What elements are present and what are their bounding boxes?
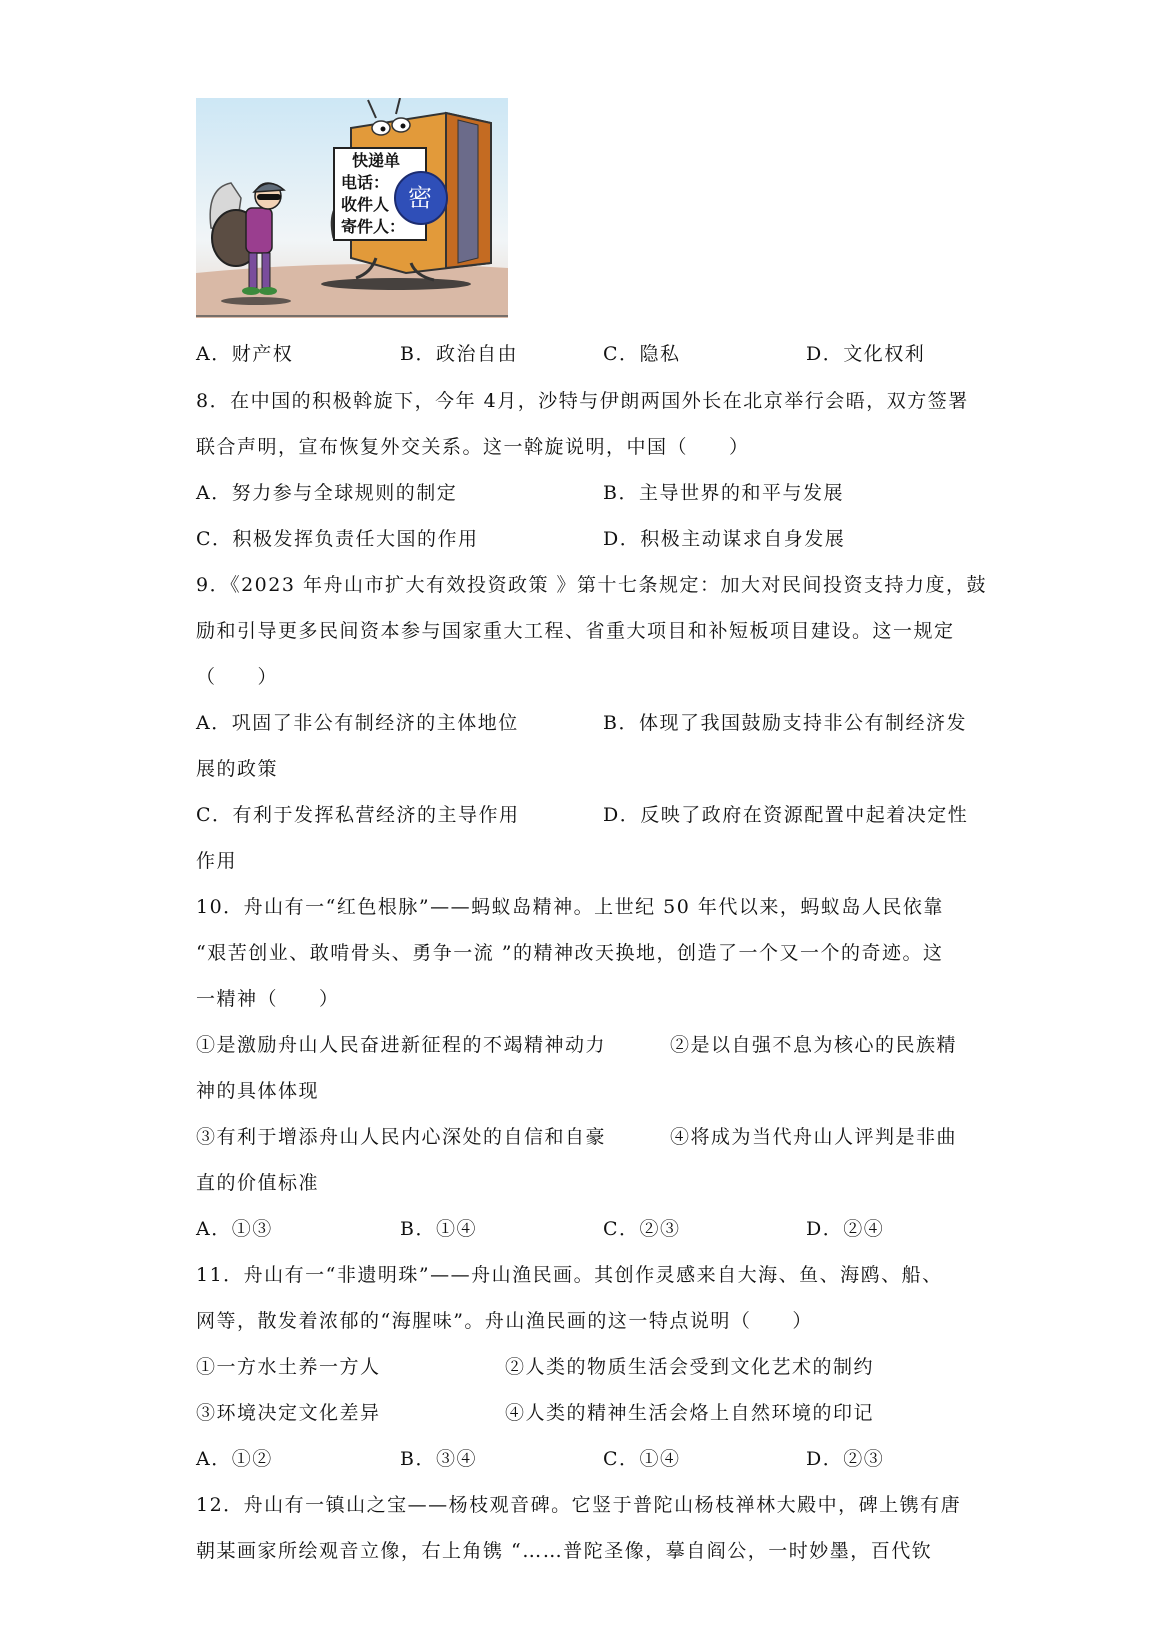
privacy-cartoon-image xyxy=(196,98,508,318)
q9-option-b: B．体现了我国鼓励支持非公有制经济发 xyxy=(603,712,967,734)
q8-stem-line-2: 联合声明，宣布恢复外交关系。这一斡旋说明，中国（ ） xyxy=(196,436,750,458)
q10-option-d: D．②④ xyxy=(806,1218,885,1240)
q9-option-a: A．巩固了非公有制经济的主体地位 xyxy=(196,712,519,734)
q9-stem-line-2: 励和引导更多民间资本参与国家重大工程、省重大项目和补短板项目建设。这一规定 xyxy=(196,620,955,642)
q8-option-c: C．积极发挥负责任大国的作用 xyxy=(196,528,479,550)
q11-option-b: B．③④ xyxy=(400,1448,477,1470)
q10-item-3: ③有利于增添舟山人民内心深处的自信和自豪 xyxy=(196,1126,607,1148)
q10-item-2: ②是以自强不息为核心的民族精 xyxy=(670,1034,958,1056)
q10-stem-line-2: “艰苦创业、敢啃骨头、勇争一流 ”的精神改天换地，创造了一个又一个的奇迹。这 xyxy=(196,942,944,964)
q11-stem-line-2: 网等，散发着浓郁的“海腥味”。舟山渔民画的这一特点说明（ ） xyxy=(196,1310,813,1332)
q10-option-a: A．①③ xyxy=(196,1218,273,1240)
q9-stem-line-3: （ ） xyxy=(196,666,279,688)
q8-option-a: A．努力参与全球规则的制定 xyxy=(196,482,458,504)
slip-sender-line: 寄件人： xyxy=(341,217,406,236)
q10-item-4-cont: 直的价值标准 xyxy=(196,1172,320,1194)
q8-stem-line-1: 8．在中国的积极斡旋下，今年 4月，沙特与伊朗两国外长在北京举行会晤，双方签署 xyxy=(196,390,969,412)
q12-stem-line-1: 12．舟山有一镇山之宝——杨枝观音碑。它竖于普陀山杨枝禅林大殿中，碑上镌有唐 xyxy=(196,1494,962,1516)
q7-option-d: D．文化权利 xyxy=(806,343,926,365)
slip-title: 快递单 xyxy=(352,151,401,170)
q7-option-b: B．政治自由 xyxy=(400,343,518,365)
q12-stem-line-2: 朝某画家所绘观音立像，右上角镌 “……普陀圣像，摹自阎公，一时妙墨，百代钦 xyxy=(196,1540,933,1562)
q10-item-1: ①是激励舟山人民奋进新征程的不竭精神动力 xyxy=(196,1034,607,1056)
q9-option-d: D．反映了政府在资源配置中起着决定性 xyxy=(603,804,969,826)
q11-item-2: ②人类的物质生活会受到文化艺术的制约 xyxy=(505,1356,875,1378)
q11-option-a: A．①② xyxy=(196,1448,273,1470)
q11-item-1: ①一方水土养一方人 xyxy=(196,1356,381,1378)
q8-option-b: B．主导世界的和平与发展 xyxy=(603,482,844,504)
q11-item-4: ④人类的精神生活会烙上自然环境的印记 xyxy=(505,1402,875,1424)
q11-option-c: C．①④ xyxy=(603,1448,681,1470)
q9-option-b-cont: 展的政策 xyxy=(196,758,279,780)
q11-option-d: D．②③ xyxy=(806,1448,885,1470)
q10-stem-line-1: 10．舟山有一“红色根脉”——蚂蚁岛精神。上世纪 50 年代以来，蚂蚁岛人民依靠 xyxy=(196,896,944,918)
seal-character: 密 xyxy=(408,184,432,212)
q9-option-c: C．有利于发挥私营经济的主导作用 xyxy=(196,804,520,826)
q9-stem-line-1: 9．《2023 年舟山市扩大有效投资政策 》第十七条规定：加大对民间投资支持力度，鼓 xyxy=(196,574,988,596)
slip-recipient-line: 收件人 xyxy=(341,195,390,214)
slip-phone-line: 电话： xyxy=(341,173,390,192)
q10-option-b: B．①④ xyxy=(400,1218,477,1240)
q7-option-a: A．财产权 xyxy=(196,343,294,365)
q10-option-c: C．②③ xyxy=(603,1218,681,1240)
q9-option-d-cont: 作用 xyxy=(196,850,238,872)
q11-item-3: ③环境决定文化差异 xyxy=(196,1402,381,1424)
q7-option-c: C．隐私 xyxy=(603,343,681,365)
q11-stem-line-1: 11．舟山有一“非遗明珠”——舟山渔民画。其创作灵感来自大海、鱼、海鸥、船、 xyxy=(196,1264,943,1286)
q10-item-4: ④将成为当代舟山人评判是非曲 xyxy=(670,1126,958,1148)
q10-item-2-cont: 神的具体体现 xyxy=(196,1080,320,1102)
q8-option-d: D．积极主动谋求自身发展 xyxy=(603,528,846,550)
q10-stem-line-3: 一精神（ ） xyxy=(196,988,340,1010)
